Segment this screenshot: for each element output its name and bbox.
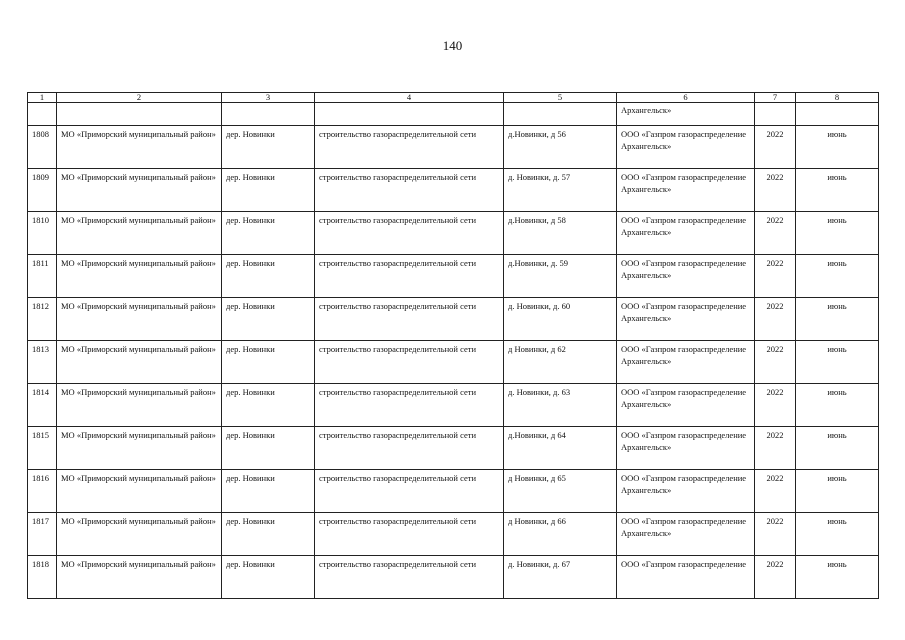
cell-number: 1812 — [28, 298, 57, 341]
cell-year: 2022 — [755, 255, 796, 298]
cell-operator: ООО «Газпром газораспределение Архангельск» — [617, 255, 755, 298]
cell-month: июнь — [796, 255, 879, 298]
cell-settlement: дер. Новинки — [222, 513, 315, 556]
cell-work-type: строительство газораспределительной сети — [315, 513, 504, 556]
cell-number: 1809 — [28, 169, 57, 212]
cell-month: июнь — [796, 126, 879, 169]
cell-number: 1814 — [28, 384, 57, 427]
cell-municipality: МО «Приморский муниципальный район» — [57, 169, 222, 212]
cell-address: д. Новинки, д. 67 — [504, 556, 617, 599]
cell-empty — [28, 103, 57, 126]
table-row — [28, 212, 879, 255]
cell-year: 2022 — [755, 470, 796, 513]
cell-year: 2022 — [755, 513, 796, 556]
cell-address: д Новинки, д 66 — [504, 513, 617, 556]
cell-address: д.Новинки, д 56 — [504, 126, 617, 169]
cell-settlement: дер. Новинки — [222, 384, 315, 427]
column-header: 7 — [755, 93, 796, 103]
cell-work-type: строительство газораспределительной сети — [315, 427, 504, 470]
cell-month: июнь — [796, 470, 879, 513]
cell-number: 1815 — [28, 427, 57, 470]
cell-number: 1813 — [28, 341, 57, 384]
registry-table — [27, 92, 879, 599]
table-row — [28, 255, 879, 298]
table-row — [28, 126, 879, 169]
cell-work-type: строительство газораспределительной сети — [315, 255, 504, 298]
cell-month: июнь — [796, 298, 879, 341]
continuation-row — [28, 103, 879, 126]
cell-operator: ООО «Газпром газораспределение Архангельск» — [617, 212, 755, 255]
cell-municipality: МО «Приморский муниципальный район» — [57, 556, 222, 599]
cell-month: июнь — [796, 556, 879, 599]
cell-municipality: МО «Приморский муниципальный район» — [57, 470, 222, 513]
cell-municipality: МО «Приморский муниципальный район» — [57, 341, 222, 384]
column-header: 2 — [57, 93, 222, 103]
cell-number: 1811 — [28, 255, 57, 298]
table-row — [28, 470, 879, 513]
column-header: 6 — [617, 93, 755, 103]
cell-work-type: строительство газораспределительной сети — [315, 556, 504, 599]
cell-empty — [57, 103, 222, 126]
cell-address: д. Новинки, д. 63 — [504, 384, 617, 427]
table-row — [28, 298, 879, 341]
cell-address: д.Новинки, д 64 — [504, 427, 617, 470]
cell-municipality: МО «Приморский муниципальный район» — [57, 513, 222, 556]
cell-empty — [796, 103, 879, 126]
cell-month: июнь — [796, 384, 879, 427]
cell-settlement: дер. Новинки — [222, 341, 315, 384]
cell-empty — [504, 103, 617, 126]
cell-empty — [222, 103, 315, 126]
cell-address: д. Новинки, д. 60 — [504, 298, 617, 341]
column-header: 5 — [504, 93, 617, 103]
table-body — [28, 103, 879, 599]
cell-year: 2022 — [755, 126, 796, 169]
cell-year: 2022 — [755, 427, 796, 470]
page-number: 140 — [442, 38, 463, 53]
column-header: 1 — [28, 93, 57, 103]
table-row — [28, 169, 879, 212]
column-header: 4 — [315, 93, 504, 103]
cell-year: 2022 — [755, 384, 796, 427]
cell-year: 2022 — [755, 212, 796, 255]
cell-month: июнь — [796, 341, 879, 384]
cell-municipality: МО «Приморский муниципальный район» — [57, 384, 222, 427]
cell-operator: ООО «Газпром газораспределение Архангельск» — [617, 169, 755, 212]
cell-settlement: дер. Новинки — [222, 298, 315, 341]
cell-address: д.Новинки, д. 59 — [504, 255, 617, 298]
table-row — [28, 384, 879, 427]
table-row — [28, 556, 879, 599]
cell-municipality: МО «Приморский муниципальный район» — [57, 427, 222, 470]
cell-municipality: МО «Приморский муниципальный район» — [57, 126, 222, 169]
cell-settlement: дер. Новинки — [222, 169, 315, 212]
cell-address: д. Новинки, д. 57 — [504, 169, 617, 212]
cell-year: 2022 — [755, 169, 796, 212]
cell-year: 2022 — [755, 341, 796, 384]
cell-month: июнь — [796, 212, 879, 255]
cell-settlement: дер. Новинки — [222, 427, 315, 470]
cell-number: 1818 — [28, 556, 57, 599]
cell-settlement: дер. Новинки — [222, 126, 315, 169]
cell-month: июнь — [796, 427, 879, 470]
cell-settlement: дер. Новинки — [222, 556, 315, 599]
cell-operator: ООО «Газпром газораспределение Архангельск» — [617, 470, 755, 513]
cell-year: 2022 — [755, 298, 796, 341]
cell-operator: ООО «Газпром газораспределение Архангельск» — [617, 384, 755, 427]
table-row — [28, 513, 879, 556]
column-header: 8 — [796, 93, 879, 103]
cell-work-type: строительство газораспределительной сети — [315, 169, 504, 212]
cell-work-type: строительство газораспределительной сети — [315, 126, 504, 169]
cell-number: 1817 — [28, 513, 57, 556]
column-header: 3 — [222, 93, 315, 103]
cell-operator: ООО «Газпром газораспределение Архангельск» — [617, 126, 755, 169]
cell-month: июнь — [796, 513, 879, 556]
cell-empty — [315, 103, 504, 126]
column-number-row — [28, 93, 879, 103]
cell-operator: ООО «Газпром газораспределение — [617, 556, 755, 599]
cell-work-type: строительство газораспределительной сети — [315, 341, 504, 384]
cell-settlement: дер. Новинки — [222, 212, 315, 255]
cell-year: 2022 — [755, 556, 796, 599]
cell-operator: ООО «Газпром газораспределение Архангельск» — [617, 341, 755, 384]
cell-number: 1816 — [28, 470, 57, 513]
table-row — [28, 427, 879, 470]
cell-number: 1810 — [28, 212, 57, 255]
cell-address: д Новинки, д 65 — [504, 470, 617, 513]
cell-settlement: дер. Новинки — [222, 255, 315, 298]
cell-operator: ООО «Газпром газораспределение Архангельск» — [617, 513, 755, 556]
cell-empty — [755, 103, 796, 126]
cell-number: 1808 — [28, 126, 57, 169]
cell-work-type: строительство газораспределительной сети — [315, 384, 504, 427]
cell-address: д Новинки, д 62 — [504, 341, 617, 384]
table-header — [28, 93, 879, 103]
cell-municipality: МО «Приморский муниципальный район» — [57, 255, 222, 298]
cell-municipality: МО «Приморский муниципальный район» — [57, 298, 222, 341]
cell-municipality: МО «Приморский муниципальный район» — [57, 212, 222, 255]
cell-address: д.Новинки, д 58 — [504, 212, 617, 255]
cell-month: июнь — [796, 169, 879, 212]
table-row — [28, 341, 879, 384]
cell-operator: ООО «Газпром газораспределение Архангельск» — [617, 298, 755, 341]
cell-work-type: строительство газораспределительной сети — [315, 298, 504, 341]
cell-operator: Архангельск» — [617, 103, 755, 126]
cell-settlement: дер. Новинки — [222, 470, 315, 513]
cell-work-type: строительство газораспределительной сети — [315, 212, 504, 255]
cell-operator: ООО «Газпром газораспределение Архангельск» — [617, 427, 755, 470]
cell-work-type: строительство газораспределительной сети — [315, 470, 504, 513]
